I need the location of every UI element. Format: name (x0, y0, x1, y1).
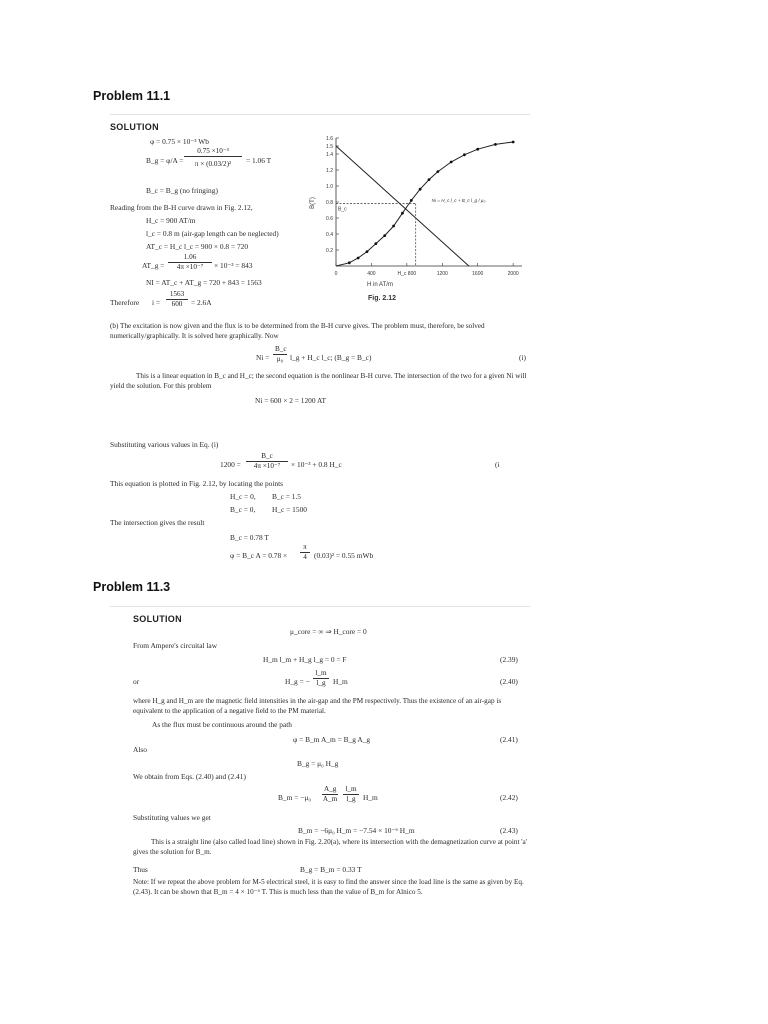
y-tick-label: 0.2 (326, 248, 333, 254)
eq242-length-denominator: l_g (346, 795, 356, 803)
solution-label: SOLUTION (110, 122, 159, 132)
eq240-lhs: H_g = − (285, 677, 310, 686)
solution-label: SOLUTION (133, 614, 182, 624)
eq-i-numerator: B_c (275, 345, 287, 353)
thus-label: Thus (133, 865, 148, 874)
mu-core-line: μ_core = ∞ ⇒ H_core = 0 (290, 627, 367, 636)
eq2-fraction (246, 452, 288, 471)
note-paragraph: Note: If we repeat the above problem for M-5 electrical steel, it is easy to find the answer since the load line is the same as given by Eq. (2.43). It can be shown that B_m = 4 × 10⁻⁶ T. This is much less than the value of B_m for Alnico 5. (133, 878, 524, 896)
bh-curve-point (419, 188, 422, 191)
or-label: or (133, 677, 140, 686)
bg-denominator: π × (0.03/2)² (194, 160, 232, 168)
bh-curve-point (366, 250, 369, 253)
x-tick-label: H_c 800 (397, 271, 417, 277)
eq2-denominator: 4π ×10⁻⁷ (253, 462, 281, 470)
bg-numerator: 0.75 ×10⁻³ (184, 147, 242, 157)
bh-curve-point (512, 141, 515, 144)
phi-line: φ = 0.75 × 10⁻³ Wb (150, 137, 209, 146)
eq241: φ = B_m A_m = B_g A_g (293, 735, 371, 744)
x-tick-label: 400 (367, 271, 376, 277)
tag241: (2.41) (500, 735, 518, 744)
tag243: (2.43) (500, 826, 518, 835)
bh-curve-point (450, 161, 453, 164)
i-lhs: i = (152, 298, 161, 307)
bc-result: B_c = 0.78 T (230, 533, 269, 542)
eq242-lhs: B_m = −μ₀ (278, 793, 311, 802)
substituting-line: Substituting various values in Eq. (i) (110, 440, 219, 449)
atg-lhs: AT_g = (142, 261, 165, 270)
i-numerator: 1563 (166, 290, 188, 300)
eq2-tag: (i (495, 460, 500, 469)
lc-line: l_c = 0.8 m (air-gap length can be neglected) (146, 229, 279, 238)
x-tick-label: 2000 (507, 271, 519, 277)
bg-mu-line: B_g = μ₀ H_g (297, 759, 339, 768)
point1-hc: H_c = 0, (230, 492, 256, 501)
divider (110, 606, 530, 607)
atg-denominator: 4π ×10⁻⁷ (176, 263, 204, 271)
point1-bc: B_c = 1.5 (272, 492, 302, 501)
plotted-line: This equation is plotted in Fig. 2.12, by locating the points (110, 479, 284, 488)
bg-fraction (184, 147, 242, 169)
eq-i-denominator: μ₀ (276, 355, 284, 363)
bh-curve (336, 142, 513, 266)
bh-curve-point (374, 242, 377, 245)
bh-curve-point (401, 212, 404, 215)
bg-rhs: = 1.06 T (246, 156, 272, 165)
y-tick-label: 0.6 (326, 216, 333, 222)
phi-numerator: π (300, 543, 310, 553)
eq242-fraction-length (343, 785, 359, 804)
divider (110, 114, 530, 115)
eq240-rhs: H_m (333, 677, 348, 686)
bh-curve-point (436, 170, 439, 173)
tag239: (2.39) (500, 655, 518, 664)
x-tick-label: 1200 (436, 271, 448, 277)
point2-hc: H_c = 1500 (272, 505, 307, 514)
bh-curve-point (494, 143, 497, 146)
phi-fraction (300, 543, 310, 562)
bc-line: B_c = B_g (no fringing) (146, 186, 218, 195)
y-axis-label: B(T) (310, 197, 316, 209)
y-tick-label: 1.4 (326, 152, 333, 158)
eq-i-tag: (i) (519, 353, 526, 362)
phi-result-lhs: φ = B_c A = 0.78 × (230, 551, 288, 560)
load-line-annotation: Ni = H_c l_c + B_c l_g / μ₀ (431, 198, 486, 203)
bh-curve-point (476, 148, 479, 151)
eq2-numerator: B_c (246, 452, 288, 462)
eq-i-rhs: l_g + H_c l_c; (B_g = B_c) (290, 353, 372, 362)
ampere-line: From Ampere's circuital law (133, 641, 218, 650)
i-denominator: 600 (171, 300, 183, 308)
bh-curve-point (383, 234, 386, 237)
atg-rhs: × 10⁻³ = 843 (214, 261, 253, 270)
x-tick-label: 1600 (472, 271, 484, 277)
tag242: (2.42) (500, 793, 518, 802)
bh-curve-point (357, 257, 360, 260)
eq240-denominator: l_g (316, 679, 326, 687)
figure-caption: Fig. 2.12 (367, 295, 397, 302)
problem-heading: Problem 11.1 (93, 89, 171, 103)
eq240-numerator: l_m (313, 669, 329, 679)
y-tick-label: 1.6 (326, 136, 333, 142)
atg-fraction (168, 253, 212, 272)
phi-result-rhs: (0.03)² = 0.55 mWb (314, 551, 374, 560)
i-fraction (166, 290, 188, 309)
x-axis-label: H in AT/m (367, 282, 393, 288)
obtain-line: We obtain from Eqs. (2.40) and (2.41) (133, 772, 246, 781)
tag240: (2.40) (500, 677, 518, 686)
also-label: Also (133, 745, 147, 754)
y-tick-label: 1.5 (326, 144, 333, 150)
point2-bc: B_c = 0, (230, 505, 256, 514)
straight-line-paragraph: This is a straight line (also called load line) shown in Fig. 2.20(a), where its intersection with the demagnetization curve at point 'a' gives the solution for B_m. (133, 838, 528, 856)
bh-curve-point (428, 178, 431, 181)
bh-curve-point (392, 225, 395, 228)
bh-curve-chart (300, 132, 532, 308)
eq242-area-denominator: A_m (322, 795, 338, 803)
y-tick-label: 0.4 (326, 232, 333, 238)
eq243: B_m = −6μ₀ H_m = −7.54 × 10⁻⁶ H_m (298, 826, 415, 835)
y-tick-label: 0.8 (326, 200, 333, 206)
bh-curve-point (410, 199, 413, 202)
eq239: H_m l_m + H_g l_g = 0 = F (263, 655, 347, 664)
intersection-label: B_c (338, 206, 347, 213)
eq2-lhs: 1200 = (220, 460, 241, 469)
phi-denominator: 4 (303, 553, 307, 561)
y-tick-label: 1.0 (326, 184, 333, 190)
problem-heading: Problem 11.3 (93, 580, 171, 594)
atc-line: AT_c = H_c l_c = 900 × 0.8 = 720 (146, 242, 249, 251)
eq242-rhs: H_m (363, 793, 378, 802)
bh-curve-point (348, 261, 351, 264)
y-tick-label: 1.2 (326, 168, 333, 174)
atg-numerator: 1.06 (168, 253, 212, 263)
ni-line: NI = AT_c + AT_g = 720 + 843 = 1563 (146, 278, 262, 287)
substituting-values-line: Substituting values we get (133, 813, 211, 822)
eq242-length-numerator: l_m (343, 785, 359, 795)
eq-i-fraction (273, 345, 287, 364)
bh-curve-point (463, 153, 466, 156)
i-rhs: = 2.6A (191, 298, 212, 307)
thus-equation: B_g = B_m = 0.33 T (300, 865, 362, 874)
reading-line: Reading from the B-H curve drawn in Fig. 2.12, (110, 203, 253, 212)
therefore-label: Therefore (110, 298, 140, 307)
eq240-fraction (313, 669, 329, 688)
flux-continuous-line: As the flux must be continuous around the path (152, 720, 292, 729)
hc-line: H_c = 900 AT/m (146, 216, 196, 225)
eq2-rhs: × 10⁻³ + 0.8 H_c (291, 460, 342, 469)
bg-lhs: B_g = φ/A = (146, 156, 184, 165)
ni-value-line: Ni = 600 × 2 = 1200 AT (255, 396, 327, 405)
eq242-area-numerator: A_g (324, 785, 337, 793)
intersection-line: The intersection gives the result (110, 518, 205, 527)
linear-paragraph: This is a linear equation in B_c and H_c; the second equation is the nonlinear B-H curve. The intersection of the two for a given Ni will yield the solution. For this problem (110, 372, 527, 390)
eq242-fraction-area (322, 785, 338, 804)
eq-i-lhs: Ni = (256, 353, 270, 362)
x-tick-label: 0 (334, 271, 338, 277)
part-b-paragraph: (b) The excitation is now given and the flux is to be determined from the B-H curve gives. The problem must, therefore, be solved numerically/graphically. It is solved here graphically. Now (110, 322, 485, 340)
where-paragraph: where H_g and H_m are the magnetic field intensities in the air-gap and the PM respectively. Thus the existence of an air-gap is equivalent to the application of a negative field to the PM material. (133, 697, 502, 715)
